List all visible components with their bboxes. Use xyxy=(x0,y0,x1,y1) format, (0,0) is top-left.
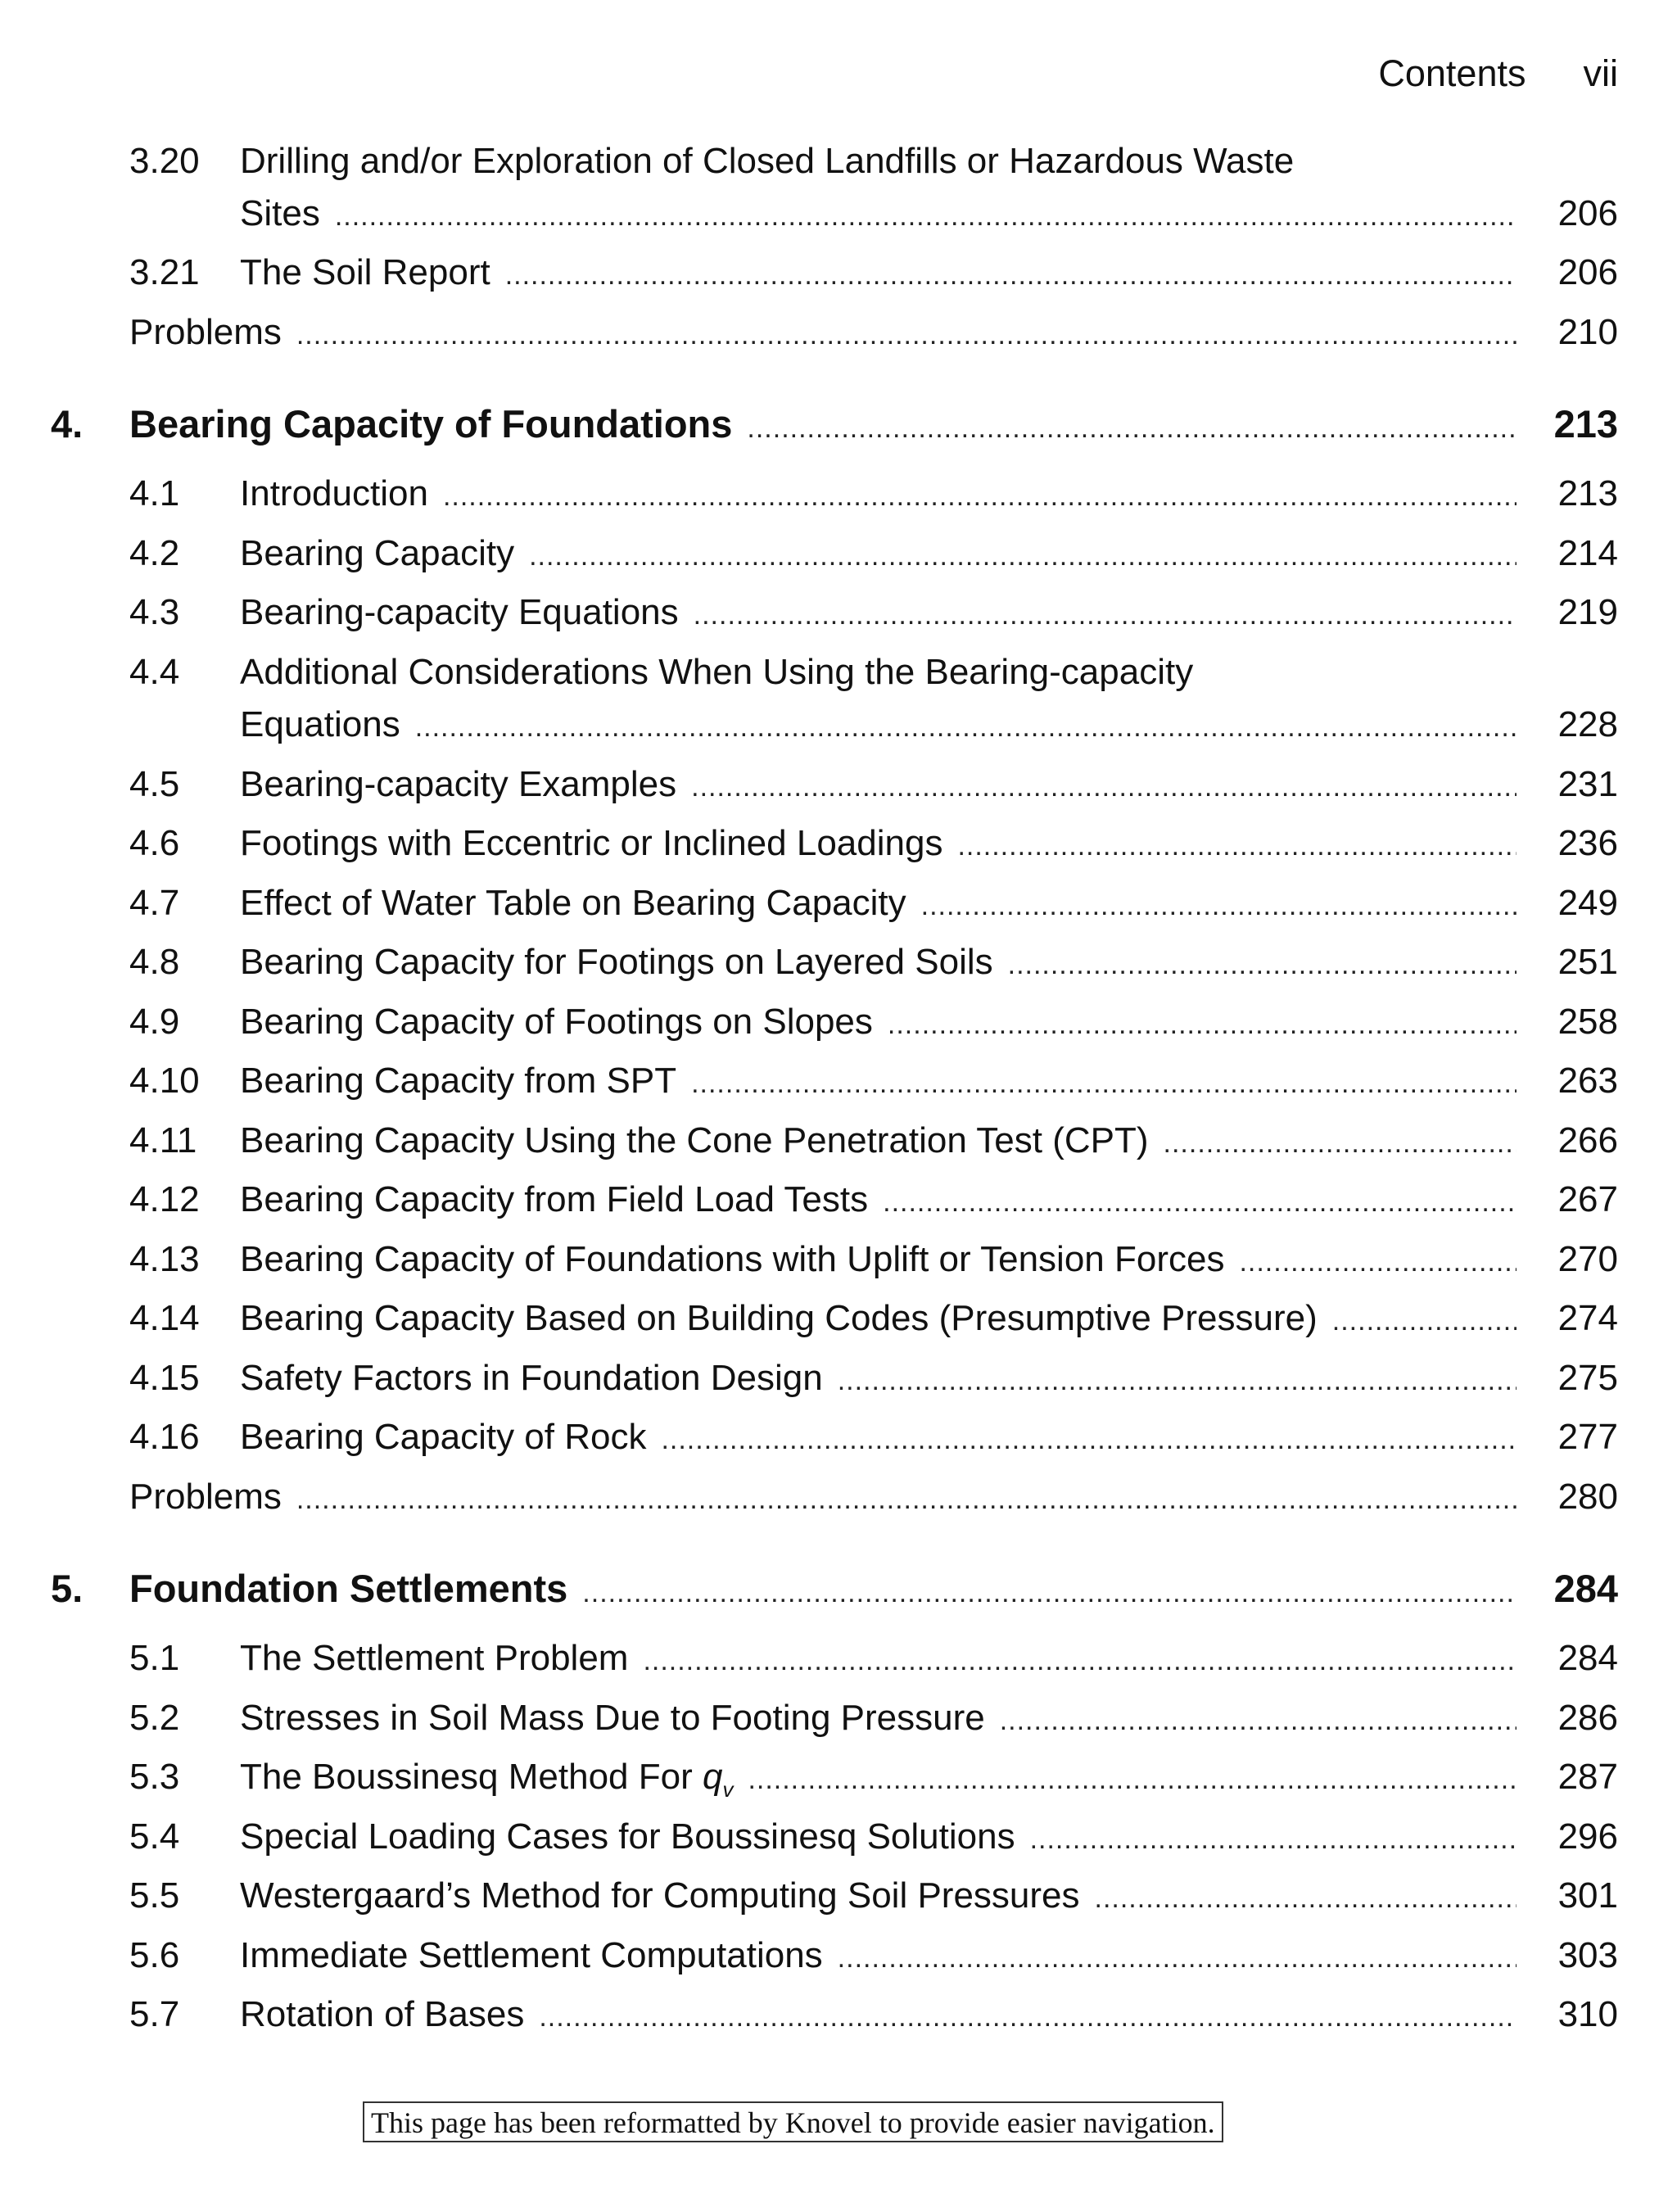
section-number: 4.4 xyxy=(129,652,180,692)
chapter-number: 4. xyxy=(51,402,84,446)
section-number: 5.3 xyxy=(129,1757,180,1797)
entry-title xyxy=(240,1755,748,1812)
toc-entry-4-5[interactable] xyxy=(129,762,1618,809)
toc-entry-4-7[interactable] xyxy=(129,881,1618,928)
toc-entry-3-20-line1 xyxy=(129,139,1294,183)
page-number: 274 xyxy=(1557,1298,1618,1338)
entry-title: Introduction xyxy=(240,473,428,513)
toc-chapter-4[interactable] xyxy=(51,402,1618,450)
dot-leader xyxy=(747,406,1517,450)
section-number: 4.11 xyxy=(129,1120,197,1160)
dot-leader xyxy=(539,1995,1517,2039)
toc-entry-3-20[interactable] xyxy=(129,192,1618,238)
dot-leader xyxy=(1164,1121,1517,1165)
dot-leader xyxy=(529,534,1517,578)
entry-title: The Soil Report xyxy=(240,252,490,292)
entry-title: Bearing-capacity Equations xyxy=(240,592,679,632)
entry-title: Bearing Capacity xyxy=(240,533,515,573)
toc-entry-4-14[interactable] xyxy=(129,1296,1618,1343)
header-title: Contents xyxy=(1378,52,1526,94)
section-number: 4.5 xyxy=(129,764,180,804)
entry-title: Bearing Capacity from Field Load Tests xyxy=(240,1179,869,1219)
entry-title: Immediate Settlement Computations xyxy=(240,1935,823,1975)
toc-entry-problems-4[interactable] xyxy=(129,1475,1618,1522)
entry-title-line1: Drilling and/or Exploration of Closed Landfills or Hazardous Waste xyxy=(240,141,1295,181)
page-number: 210 xyxy=(1557,312,1618,352)
entry-title: Special Loading Cases for Boussinesq Solutions xyxy=(240,1816,1015,1857)
section-number: 4.1 xyxy=(129,473,180,513)
entry-title: Bearing Capacity of Footings on Slopes xyxy=(240,1002,873,1042)
section-number: 4.7 xyxy=(129,883,180,923)
entry-title: The Settlement Problem xyxy=(240,1638,629,1678)
dot-leader xyxy=(838,1936,1517,1980)
page-number: 267 xyxy=(1557,1179,1618,1219)
toc-entry-4-6[interactable] xyxy=(129,821,1618,868)
dot-leader xyxy=(957,824,1517,868)
section-number: 5.1 xyxy=(129,1638,180,1678)
math-variable: q xyxy=(702,1757,723,1797)
math-subscript: v xyxy=(722,1776,734,1802)
chapter-title: Bearing Capacity of Foundations xyxy=(129,402,733,446)
toc-entry-4-13[interactable] xyxy=(129,1237,1618,1284)
knovel-reformat-notice: This page has been reformatted by Knovel to provide easier navigation. xyxy=(363,2101,1223,2142)
entry-title: Effect of Water Table on Bearing Capacity xyxy=(240,883,906,923)
entry-title: Bearing-capacity Examples xyxy=(240,764,677,804)
entry-title: Westergaard’s Method for Computing Soil Pressures xyxy=(240,1875,1080,1916)
page-number: 251 xyxy=(1557,942,1618,982)
entry-title: Problems xyxy=(129,312,282,352)
chapter-number: 5. xyxy=(51,1567,84,1610)
section-number: 5.6 xyxy=(129,1935,180,1975)
dot-leader xyxy=(1332,1299,1517,1343)
toc-entry-4-4-line1 xyxy=(129,650,1193,694)
page-number: 214 xyxy=(1557,533,1618,573)
dot-leader xyxy=(443,474,1517,518)
toc-chapter-5[interactable] xyxy=(51,1567,1618,1615)
page-number: 231 xyxy=(1557,764,1618,804)
dot-leader xyxy=(883,1180,1517,1224)
section-number: 4.8 xyxy=(129,942,180,982)
dot-leader xyxy=(505,253,1517,297)
toc-entry-4-16[interactable] xyxy=(129,1415,1618,1462)
header-page-number: vii xyxy=(1583,52,1618,94)
page-number: 263 xyxy=(1557,1061,1618,1101)
toc-entry-5-1[interactable] xyxy=(129,1636,1618,1683)
entry-title-line2: Equations xyxy=(240,704,400,744)
entry-title: Bearing Capacity from SPT xyxy=(240,1061,677,1101)
page-number: 296 xyxy=(1557,1816,1618,1857)
toc-entry-4-1[interactable] xyxy=(129,472,1618,518)
dot-leader xyxy=(1239,1240,1517,1284)
page-number: 206 xyxy=(1557,193,1618,233)
section-number: 5.5 xyxy=(129,1875,180,1916)
entry-title: Rotation of Bases xyxy=(240,1994,525,2034)
section-number: 4.12 xyxy=(129,1179,200,1219)
dot-leader xyxy=(1008,943,1517,987)
dot-leader xyxy=(296,313,1517,357)
toc-entry-5-7[interactable] xyxy=(129,1993,1618,2039)
entry-title-line2: Sites xyxy=(240,193,320,233)
section-number: 4.9 xyxy=(129,1002,180,1042)
toc-entry-5-3[interactable] xyxy=(129,1755,1618,1812)
toc-entry-4-3[interactable] xyxy=(129,590,1618,637)
page-number: 303 xyxy=(1557,1935,1618,1975)
page-number: 213 xyxy=(1557,473,1618,513)
running-header xyxy=(1378,51,1618,97)
section-number: 4.16 xyxy=(129,1417,200,1457)
section-number: 4.15 xyxy=(129,1358,200,1398)
dot-leader xyxy=(1000,1699,1517,1743)
page-number: 286 xyxy=(1557,1698,1618,1738)
page-number: 310 xyxy=(1557,1994,1618,2034)
toc-entry-4-2[interactable] xyxy=(129,532,1618,578)
toc-entry-5-2[interactable] xyxy=(129,1696,1618,1743)
dot-leader xyxy=(691,1061,1517,1106)
toc-entry-problems-3[interactable] xyxy=(129,310,1618,357)
entry-title-line1: Additional Considerations When Using the Bearing-capacity xyxy=(240,652,1194,692)
chapter-title: Foundation Settlements xyxy=(129,1567,568,1610)
page-number: 284 xyxy=(1557,1638,1618,1678)
toc-entry-5-4[interactable] xyxy=(129,1815,1618,1861)
dot-leader xyxy=(921,884,1517,928)
toc-entry-4-12[interactable] xyxy=(129,1178,1618,1224)
dot-leader xyxy=(415,705,1517,749)
dot-leader xyxy=(335,194,1517,238)
dot-leader xyxy=(691,765,1517,809)
page-number: 219 xyxy=(1557,592,1618,632)
page-number: 266 xyxy=(1557,1120,1618,1160)
page-number: 301 xyxy=(1557,1875,1618,1916)
dot-leader xyxy=(888,1002,1517,1047)
section-number: 3.20 xyxy=(129,141,200,181)
dot-leader xyxy=(1095,1876,1517,1920)
dot-leader xyxy=(661,1418,1517,1462)
section-number: 5.7 xyxy=(129,1994,180,2034)
entry-title: Bearing Capacity of Rock xyxy=(240,1417,647,1457)
page-number: 275 xyxy=(1557,1358,1618,1398)
entry-title: Bearing Capacity Using the Cone Penetration Test (CPT) xyxy=(240,1120,1149,1160)
page-number: 270 xyxy=(1557,1239,1618,1279)
dot-leader xyxy=(748,1757,1517,1802)
section-number: 4.6 xyxy=(129,823,180,863)
entry-title-text: The Boussinesq Method For xyxy=(240,1757,693,1797)
toc-entry-4-4[interactable] xyxy=(129,703,1618,749)
section-number: 5.4 xyxy=(129,1816,180,1857)
toc-entry-3-21[interactable] xyxy=(129,251,1618,297)
page-number: 236 xyxy=(1557,823,1618,863)
section-number: 4.2 xyxy=(129,533,180,573)
toc-entry-5-6[interactable] xyxy=(129,1934,1618,1980)
section-number: 4.14 xyxy=(129,1298,200,1338)
section-number: 4.13 xyxy=(129,1239,200,1279)
entry-title: Problems xyxy=(129,1477,282,1517)
page-number: 206 xyxy=(1557,252,1618,292)
dot-leader xyxy=(643,1639,1517,1683)
section-number: 4.3 xyxy=(129,592,180,632)
toc-entry-4-15[interactable] xyxy=(129,1356,1618,1403)
page-number: 228 xyxy=(1557,704,1618,744)
page-number: 213 xyxy=(1553,402,1618,446)
page-number: 287 xyxy=(1557,1757,1618,1797)
entry-title: Stresses in Soil Mass Due to Footing Pressure xyxy=(240,1698,985,1738)
dot-leader xyxy=(296,1477,1517,1522)
dot-leader xyxy=(1030,1817,1517,1861)
toc-entry-4-9[interactable] xyxy=(129,1000,1618,1047)
page-number: 284 xyxy=(1553,1567,1618,1610)
dot-leader xyxy=(694,593,1517,637)
entry-title: Safety Factors in Foundation Design xyxy=(240,1358,823,1398)
toc-entry-5-5[interactable] xyxy=(129,1874,1618,1920)
entry-title: Bearing Capacity for Footings on Layered Soils xyxy=(240,942,993,982)
dot-leader xyxy=(838,1359,1517,1403)
section-number: 3.21 xyxy=(129,252,200,292)
toc-entry-4-8[interactable] xyxy=(129,940,1618,987)
dot-leader xyxy=(582,1571,1517,1615)
page-number: 277 xyxy=(1557,1417,1618,1457)
entry-title: Bearing Capacity of Foundations with Uplift or Tension Forces xyxy=(240,1239,1225,1279)
entry-title: Bearing Capacity Based on Building Codes (Presumptive Pressure) xyxy=(240,1298,1318,1338)
section-number: 4.10 xyxy=(129,1061,200,1101)
toc-entry-4-11[interactable] xyxy=(129,1119,1618,1165)
toc-entry-4-10[interactable] xyxy=(129,1059,1618,1106)
page-number: 280 xyxy=(1557,1477,1618,1517)
page-number: 258 xyxy=(1557,1002,1618,1042)
section-number: 5.2 xyxy=(129,1698,180,1738)
page-number: 249 xyxy=(1557,883,1618,923)
entry-title: Footings with Eccentric or Inclined Loadings xyxy=(240,823,943,863)
